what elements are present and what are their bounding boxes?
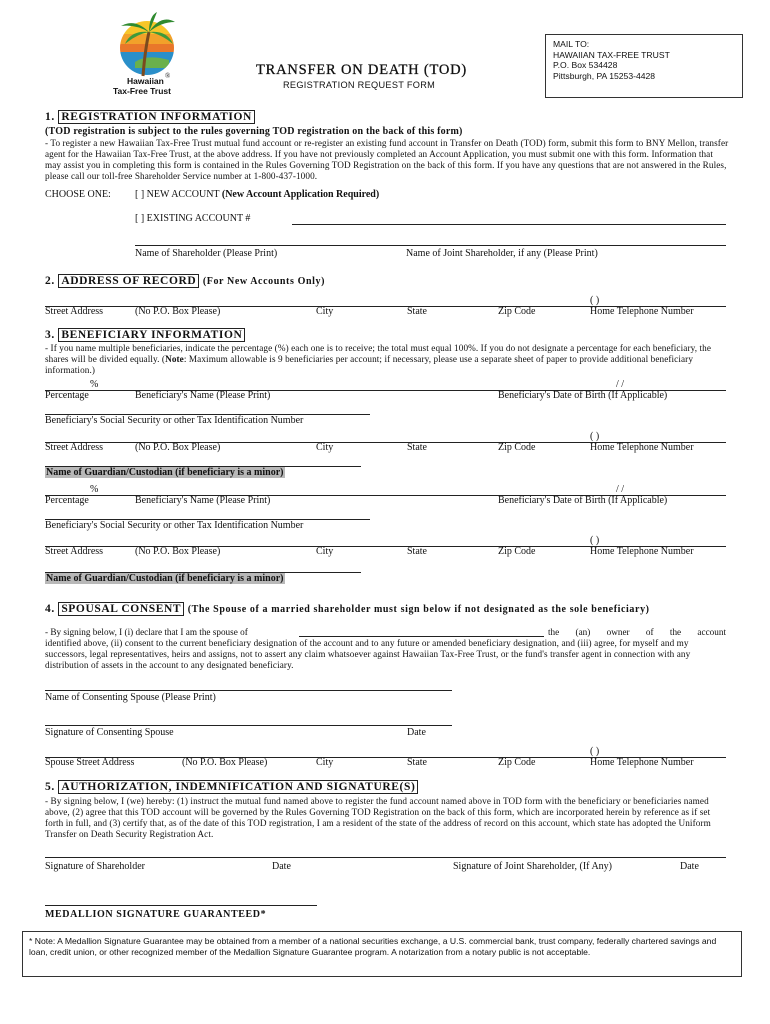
medallion-stamp-line[interactable] (45, 905, 317, 906)
shareholder-name-label: Name of Shareholder (Please Print) (135, 248, 278, 259)
palm-tree-sunset-icon (105, 10, 190, 80)
section-1-heading (45, 111, 255, 123)
section-2-title: ADDRESS OF RECORD (58, 274, 199, 288)
section-3-heading (45, 329, 245, 341)
city-label: City (316, 546, 334, 557)
section-5-heading (45, 781, 418, 793)
guardian-label: Name of Guardian/Custodian (if beneficiary is a minor) (46, 467, 284, 478)
percentage-label: Percentage (45, 495, 89, 506)
section-3-title: BENEFICIARY INFORMATION (58, 328, 245, 342)
section-4-note: (The Spouse of a married shareholder must sign below if not designated as the sole beneficiary) (187, 604, 650, 615)
state-label: State (407, 306, 427, 317)
medallion-note-box (22, 931, 742, 977)
section-4-title: SPOUSAL CONSENT (58, 602, 184, 616)
spouse-name-label: Name of Consenting Spouse (Please Print) (45, 692, 216, 703)
state-label: State (407, 757, 427, 768)
new-account-note: (New Account Application Required) (221, 189, 380, 200)
city-label: City (316, 757, 334, 768)
section-3-number: 3. (45, 329, 55, 341)
beneficiary-name-label: Beneficiary's Name (Please Print) (135, 390, 271, 401)
mail-line: HAWAIIAN TAX-FREE TRUST (553, 49, 670, 60)
mail-line: Pittsburgh, PA 15253-4428 (553, 70, 656, 81)
joint-shareholder-name-label: Name of Joint Shareholder, if any (Please Print) (406, 248, 598, 259)
spousal-consent-lead-end: the (an) owner of the account (548, 627, 726, 637)
registered-mark: ® (165, 72, 171, 80)
section-1-subtitle: (TOD registration is subject to the rules governing TOD registration on the back of this form) (45, 126, 463, 137)
section-5-number: 5. (45, 781, 55, 793)
no-po-box-label: (No P.O. Box Please) (182, 757, 268, 768)
beneficiary-dob-label: Beneficiary's Date of Birth (If Applicable) (498, 390, 668, 401)
beneficiary-ssn-label: Beneficiary's Social Security or other Tax Identification Number (45, 415, 304, 426)
shareholder-signature-label: Signature of Shareholder (45, 861, 145, 872)
section-3-body: - If you name multiple beneficiaries, indicate the percentage (%) each one is to receive; the total must equal 100%. If you do not designate a percentage for each beneficiary, the shares will be divided equally. (Note: Maximum allowable is 9 beneficiaries per account; if necessary, please use a separate sheet of paper to provide additional beneficiary information.) (45, 343, 712, 375)
logo-line2: Tax-Free Trust (113, 86, 171, 96)
dob-slashes: / / (616, 484, 625, 495)
spouse-date-label: Date (407, 727, 426, 738)
zip-label: Zip Code (498, 306, 536, 317)
section-2-number: 2. (45, 275, 55, 287)
city-label: City (316, 442, 334, 453)
section-4-heading (45, 603, 650, 615)
beneficiary-dob-label: Beneficiary's Date of Birth (If Applicable) (498, 495, 668, 506)
zip-label: Zip Code (498, 757, 536, 768)
phone-area-code: ( ) (590, 295, 600, 306)
new-account-checkbox[interactable] (135, 189, 379, 200)
mail-to-box (545, 34, 743, 98)
state-label: State (407, 546, 427, 557)
city-label: City (316, 306, 334, 317)
choose-one-label: CHOOSE ONE: (45, 189, 111, 200)
beneficiary-name-label: Beneficiary's Name (Please Print) (135, 495, 271, 506)
street-address-label: Street Address (45, 442, 104, 453)
dob-slashes: / / (616, 379, 625, 390)
medallion-note-text: * Note: A Medallion Signature Guarantee may be obtained from a member of a national securities exchange, a U.S. commercial bank, trust company, federally chartered savings and loan, credit union, or other recognized member of the Medallion Signature Guarantee program. A notarization from a notary public is not acceptable. (29, 936, 717, 957)
percent-sign: % (90, 484, 99, 495)
spouse-of-name-line[interactable] (299, 636, 544, 637)
shareholder-date-label: Date (272, 861, 291, 872)
percentage-label: Percentage (45, 390, 89, 401)
existing-account-checkbox[interactable]: [ ] EXISTING ACCOUNT # (135, 213, 251, 224)
new-account-label: [ ] NEW ACCOUNT (135, 189, 220, 200)
phone-label: Home Telephone Number (590, 306, 694, 317)
spouse-street-label: Spouse Street Address (45, 757, 135, 768)
phone-area-code: ( ) (590, 431, 600, 442)
mail-line: P.O. Box 534428 (553, 60, 618, 70)
phone-label: Home Telephone Number (590, 757, 694, 768)
zip-label: Zip Code (498, 546, 536, 557)
section-2-note: (For New Accounts Only) (202, 276, 326, 287)
shareholder-name-line[interactable] (135, 245, 726, 246)
no-po-box-label: (No P.O. Box Please) (135, 546, 221, 557)
section-4-number: 4. (45, 603, 55, 615)
street-address-label: Street Address (45, 306, 104, 317)
section-5-body: - By signing below, I (we) hereby: (1) instruct the mutual fund named above to register the fund account named above in TOD form with the beneficiary or beneficiaries named above, (2) agree that this TOD account will be governed by the Rules Governing TOD Registration on the back of this form, which are incorporated herein by reference as if set forth in full, and (3) certify that, as of the date of this TOD registration, I am a resident of the state of the address of record on this account, which state has adopted the Uniform Transfer on Death Security Registration Act. (45, 796, 711, 839)
spouse-name-line[interactable] (45, 690, 452, 691)
spouse-signature-line[interactable] (45, 725, 452, 726)
spousal-consent-lead: - By signing below, I (i) declare that I am the spouse of (45, 627, 248, 637)
form-subtitle: REGISTRATION REQUEST FORM (283, 80, 436, 90)
phone-label: Home Telephone Number (590, 442, 694, 453)
phone-area-code: ( ) (590, 535, 600, 546)
street-address-label: Street Address (45, 546, 104, 557)
phone-area-code: ( ) (590, 746, 600, 757)
spousal-consent-body: identified above, (ii) consent to the current beneficiary designation of the account and to any future or amended beneficiary designation, and (iii) agree, for myself and my successors, legal representatives, heirs and assigns, not to assert any claim whatsoever against Hawaiian Tax-Free Trust, or the fund's transfer agent in connection with any distribution of assets in the account to any designated beneficiary. (45, 638, 691, 670)
mail-line: MAIL TO: (553, 39, 590, 49)
spouse-signature-label: Signature of Consenting Spouse (45, 727, 174, 738)
medallion-label: MEDALLION SIGNATURE GUARANTEED* (45, 909, 267, 920)
form-title: TRANSFER ON DEATH (TOD) (256, 62, 468, 78)
state-label: State (407, 442, 427, 453)
section-2-heading (45, 275, 325, 287)
section-1-number: 1. (45, 111, 55, 123)
shareholder-signature-line[interactable] (45, 857, 726, 858)
hawaiian-tax-free-trust-logo (105, 10, 190, 98)
section-1-body: - To register a new Hawaiian Tax-Free Trust mutual fund account or re-register an existing fund account in Transfer on Death (TOD) form, submit this form to BNY Mellon, transfer agent for the Hawaiian Tax-Free Trust, at the above address. If you have not previously completed an Account Application, you must submit one with this form. Information that may assist you in completing this form is contained in the Rules Governing TOD Registration on the back of this form. If you have any questions that are not answered in the Rules, please call our toll-free Shareholder Service number at 1-800-437-1000. (45, 138, 729, 181)
joint-signature-label: Signature of Joint Shareholder, (If Any) (453, 861, 613, 872)
percent-sign: % (90, 379, 99, 390)
joint-date-label: Date (680, 861, 699, 872)
section-1-title: REGISTRATION INFORMATION (58, 110, 255, 124)
zip-label: Zip Code (498, 442, 536, 453)
no-po-box-label: (No P.O. Box Please) (135, 442, 221, 453)
no-po-box-label: (No P.O. Box Please) (135, 306, 221, 317)
beneficiary-ssn-label: Beneficiary's Social Security or other Tax Identification Number (45, 520, 304, 531)
logo-line1: Hawaiian (127, 76, 164, 86)
section-5-title: AUTHORIZATION, INDEMNIFICATION AND SIGNATURE(S) (58, 780, 418, 794)
guardian-label: Name of Guardian/Custodian (if beneficiary is a minor) (46, 573, 284, 584)
existing-account-number-line[interactable] (292, 224, 726, 225)
phone-label: Home Telephone Number (590, 546, 694, 557)
